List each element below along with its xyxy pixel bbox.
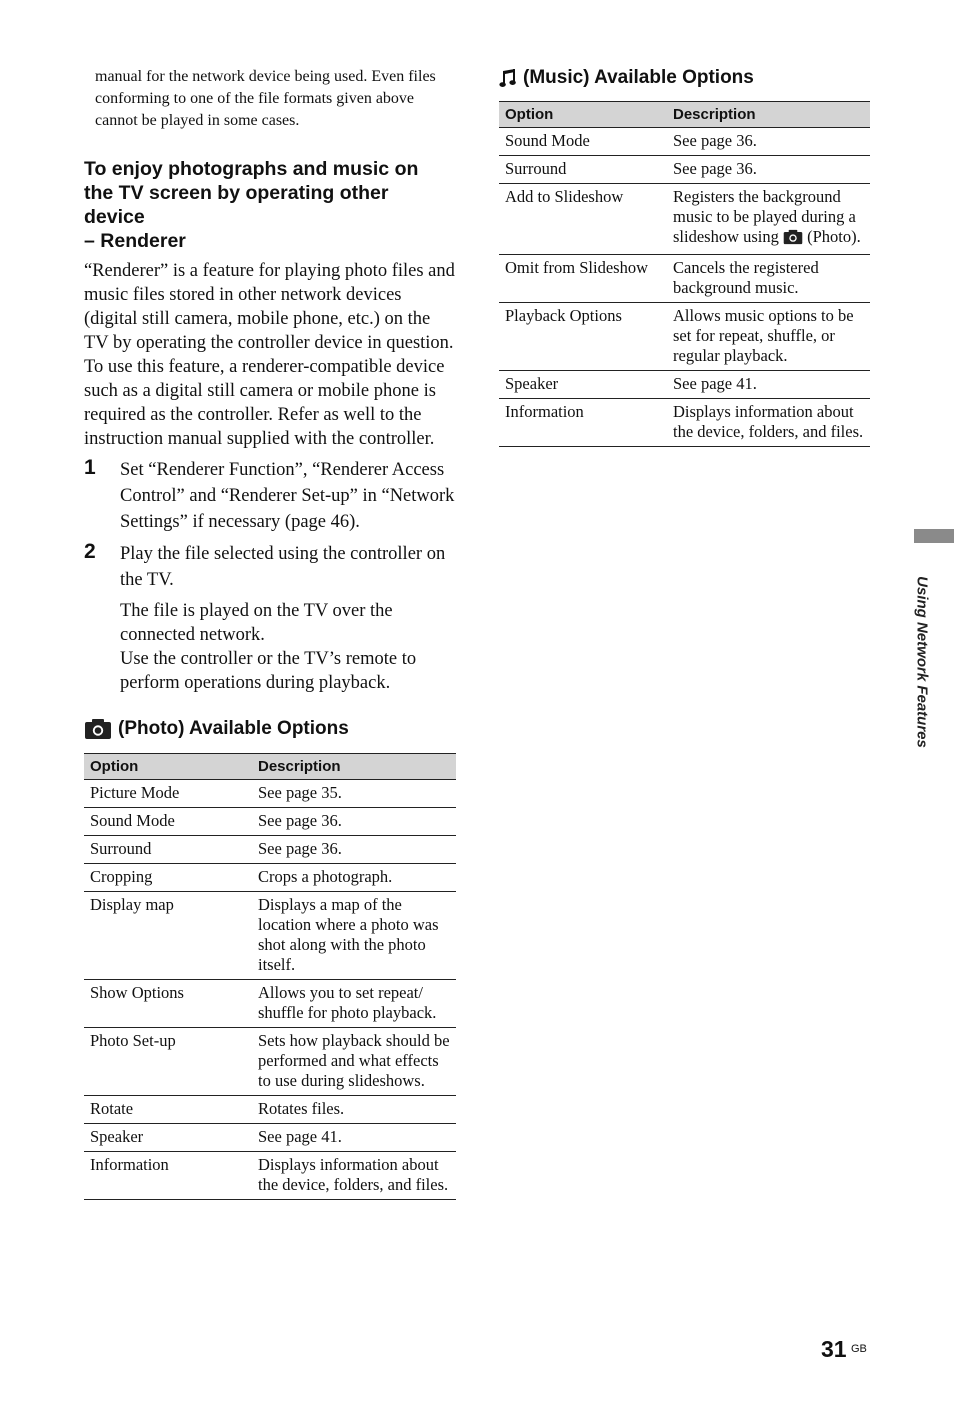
header-option: Option xyxy=(499,102,667,128)
option-cell: Display map xyxy=(84,892,252,980)
option-cell: Playback Options xyxy=(499,303,667,371)
table-header-row xyxy=(84,754,456,780)
step-note-line: The file is played on the TV over the connected network. xyxy=(120,601,393,645)
option-cell: Surround xyxy=(84,836,252,864)
page-region-suffix: GB xyxy=(851,1343,867,1355)
step-note-line: Use the controller or the TV’s remote to perform operations during playback. xyxy=(120,649,417,693)
description-cell: See page 35. xyxy=(252,780,456,808)
table-row xyxy=(499,303,870,371)
description-cell: Displays information about the device, folders, and files. xyxy=(667,399,870,447)
description-cell: See page 36. xyxy=(667,128,870,156)
camera-icon xyxy=(783,229,803,250)
table-row xyxy=(84,980,456,1028)
option-cell: Rotate xyxy=(84,1096,252,1124)
photo-options-table xyxy=(84,753,456,1200)
table-row xyxy=(499,156,870,184)
renderer-heading-subtitle: – Renderer xyxy=(84,230,186,252)
page-number: 31 xyxy=(821,1336,847,1362)
table-row xyxy=(499,371,870,399)
table-row xyxy=(84,1096,456,1124)
description-cell: Cancels the registered background music. xyxy=(667,255,870,303)
table-row xyxy=(499,399,870,447)
table-row xyxy=(84,864,456,892)
music-options-title xyxy=(499,66,870,90)
table-row xyxy=(84,892,456,980)
description-text: Registers the background music to be played during a slideshow using xyxy=(673,187,856,246)
description-cell: Allows music options to be set for repeat, shuffle, or regular playback. xyxy=(667,303,870,371)
step-number: 2 xyxy=(84,540,96,563)
music-note-icon xyxy=(499,68,517,88)
camera-icon xyxy=(84,718,112,740)
table-row xyxy=(84,1028,456,1096)
renderer-body: “Renderer” is a feature for playing photo files and music files stored in other network devices (digital still camera, mobile phone, etc.) on the TV by operating the controller device in question. To use this feature, a renderer-compatible device such as a digital still camera or mobile phone is required as the controller. Refer as well to the instruction manual supplied with the controller. xyxy=(84,261,455,449)
description-cell: See page 41. xyxy=(252,1124,456,1152)
table-row xyxy=(499,184,870,255)
renderer-heading-title: To enjoy photographs and music on the TV screen by operating other device xyxy=(84,158,419,228)
option-cell: Speaker xyxy=(84,1124,252,1152)
option-cell: Surround xyxy=(499,156,667,184)
step-number: 1 xyxy=(84,456,96,479)
photo-options-title-text: (Photo) Available Options xyxy=(118,718,349,739)
option-cell: Picture Mode xyxy=(84,780,252,808)
section-side-label: Using Network Features xyxy=(913,576,931,748)
option-cell: Information xyxy=(84,1152,252,1200)
option-cell: Photo Set-up xyxy=(84,1028,252,1096)
music-options-table xyxy=(499,101,870,447)
table-header-row xyxy=(499,102,870,128)
table-row xyxy=(84,1124,456,1152)
section-tab-marker xyxy=(914,529,954,543)
right-column xyxy=(499,66,870,447)
step-2 xyxy=(84,541,456,593)
description-cell: Sets how playback should be performed and what effects to use during slideshows. xyxy=(252,1028,456,1096)
description-cell: See page 36. xyxy=(252,836,456,864)
music-options-title-text: (Music) Available Options xyxy=(523,67,754,88)
table-row xyxy=(84,1152,456,1200)
description-cell: Crops a photograph. xyxy=(252,864,456,892)
table-row xyxy=(84,808,456,836)
table-row xyxy=(84,780,456,808)
step-1 xyxy=(84,457,456,535)
option-cell: Cropping xyxy=(84,864,252,892)
option-cell: Sound Mode xyxy=(499,128,667,156)
intro-paragraph: manual for the network device being used. Even files conforming to one of the file formats given above cannot be played in some cases. xyxy=(95,68,436,129)
description-cell: Displays a map of the location where a photo was shot along with the photo itself. xyxy=(252,892,456,980)
photo-options-title xyxy=(84,717,456,741)
table-row xyxy=(84,836,456,864)
table-row xyxy=(499,128,870,156)
description-cell: See page 41. xyxy=(667,371,870,399)
step-2-note xyxy=(84,599,456,695)
option-cell: Sound Mode xyxy=(84,808,252,836)
left-column xyxy=(84,66,456,1200)
option-cell: Add to Slideshow xyxy=(499,184,667,255)
description-cell xyxy=(667,184,870,255)
description-cell: Rotates files. xyxy=(252,1096,456,1124)
step-text: Play the file selected using the controller on the TV. xyxy=(120,544,446,590)
step-text: Set “Renderer Function”, “Renderer Access Control” and “Renderer Set-up” in “Network Settings” if necessary (page 46). xyxy=(120,460,455,532)
table-row xyxy=(499,255,870,303)
renderer-heading xyxy=(84,157,456,253)
header-description: Description xyxy=(667,102,870,128)
header-option: Option xyxy=(84,754,252,780)
option-cell: Information xyxy=(499,399,667,447)
description-cell: See page 36. xyxy=(252,808,456,836)
header-description: Description xyxy=(252,754,456,780)
option-cell: Omit from Slideshow xyxy=(499,255,667,303)
description-cell: Allows you to set repeat/ shuffle for photo playback. xyxy=(252,980,456,1028)
option-cell: Speaker xyxy=(499,371,667,399)
description-cell: Displays information about the device, folders, and files. xyxy=(252,1152,456,1200)
description-cell: See page 36. xyxy=(667,156,870,184)
description-text: (Photo). xyxy=(807,227,861,246)
option-cell: Show Options xyxy=(84,980,252,1028)
